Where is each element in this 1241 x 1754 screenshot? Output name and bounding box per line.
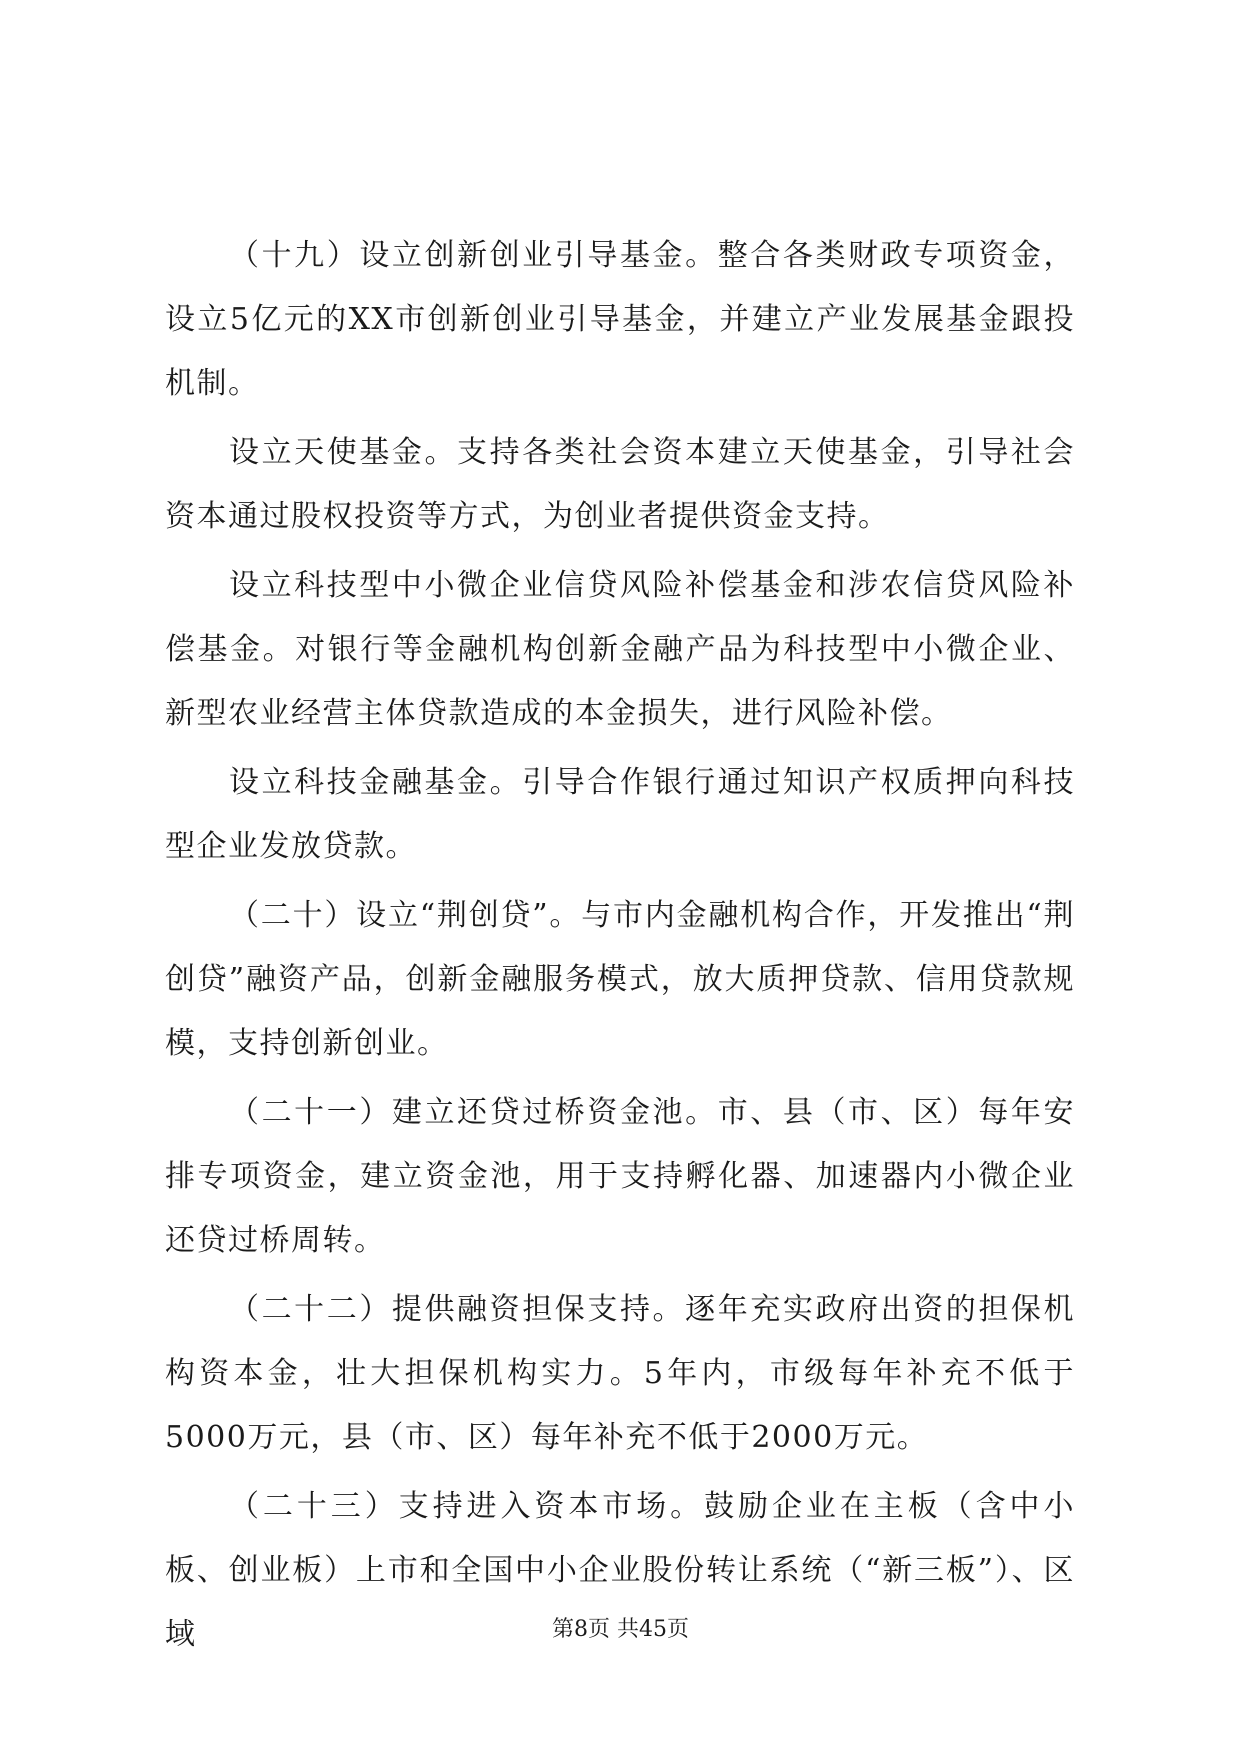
paragraph-20-jingchuangdai: （二十）设立“荆创贷”。与市内金融机构合作，开发推出“荆创贷”融资产品，创新金融服务模式，放大质押贷款、信用贷款规模，支持创新创业。 bbox=[165, 898, 1075, 1061]
paragraph-22-financing-guarantee: （二十二）提供融资担保支持。逐年充实政府出资的担保机构资本金，壮大担保机构实力。5年内，市级每年补充不低于5000万元，县（市、区）每年补充不低于2000万元。 bbox=[165, 1292, 1075, 1455]
document-body bbox=[165, 224, 1075, 1667]
paragraph-credit-risk-compensation-fund: 设立科技型中小微企业信贷风险补偿基金和涉农信贷风险补偿基金。对银行等金融机构创新金融产品为科技型中小微企业、新型农业经营主体贷款造成的本金损失，进行风险补偿。 bbox=[165, 568, 1075, 731]
paragraph-angel-fund: 设立天使基金。支持各类社会资本建立天使基金，引导社会资本通过股权投资等方式，为创业者提供资金支持。 bbox=[165, 435, 1075, 534]
paragraph-23-capital-market: （二十三）支持进入资本市场。鼓励企业在主板（含中小板、创业板）上市和全国中小企业股份转让系统（“新三板”）、区域 bbox=[165, 1489, 1075, 1652]
page-number-footer: 第8页 共45页 bbox=[552, 1617, 689, 1642]
paragraph-21-bridge-fund-pool: （二十一）建立还贷过桥资金池。市、县（市、区）每年安排专项资金，建立资金池，用于支持孵化器、加速器内小微企业还贷过桥周转。 bbox=[165, 1095, 1075, 1258]
paragraph-19-guide-fund: （十九）设立创新创业引导基金。整合各类财政专项资金，设立5亿元的XX市创新创业引导基金，并建立产业发展基金跟投机制。 bbox=[165, 238, 1075, 401]
paragraph-tech-finance-fund: 设立科技金融基金。引导合作银行通过知识产权质押向科技型企业发放贷款。 bbox=[165, 765, 1075, 864]
